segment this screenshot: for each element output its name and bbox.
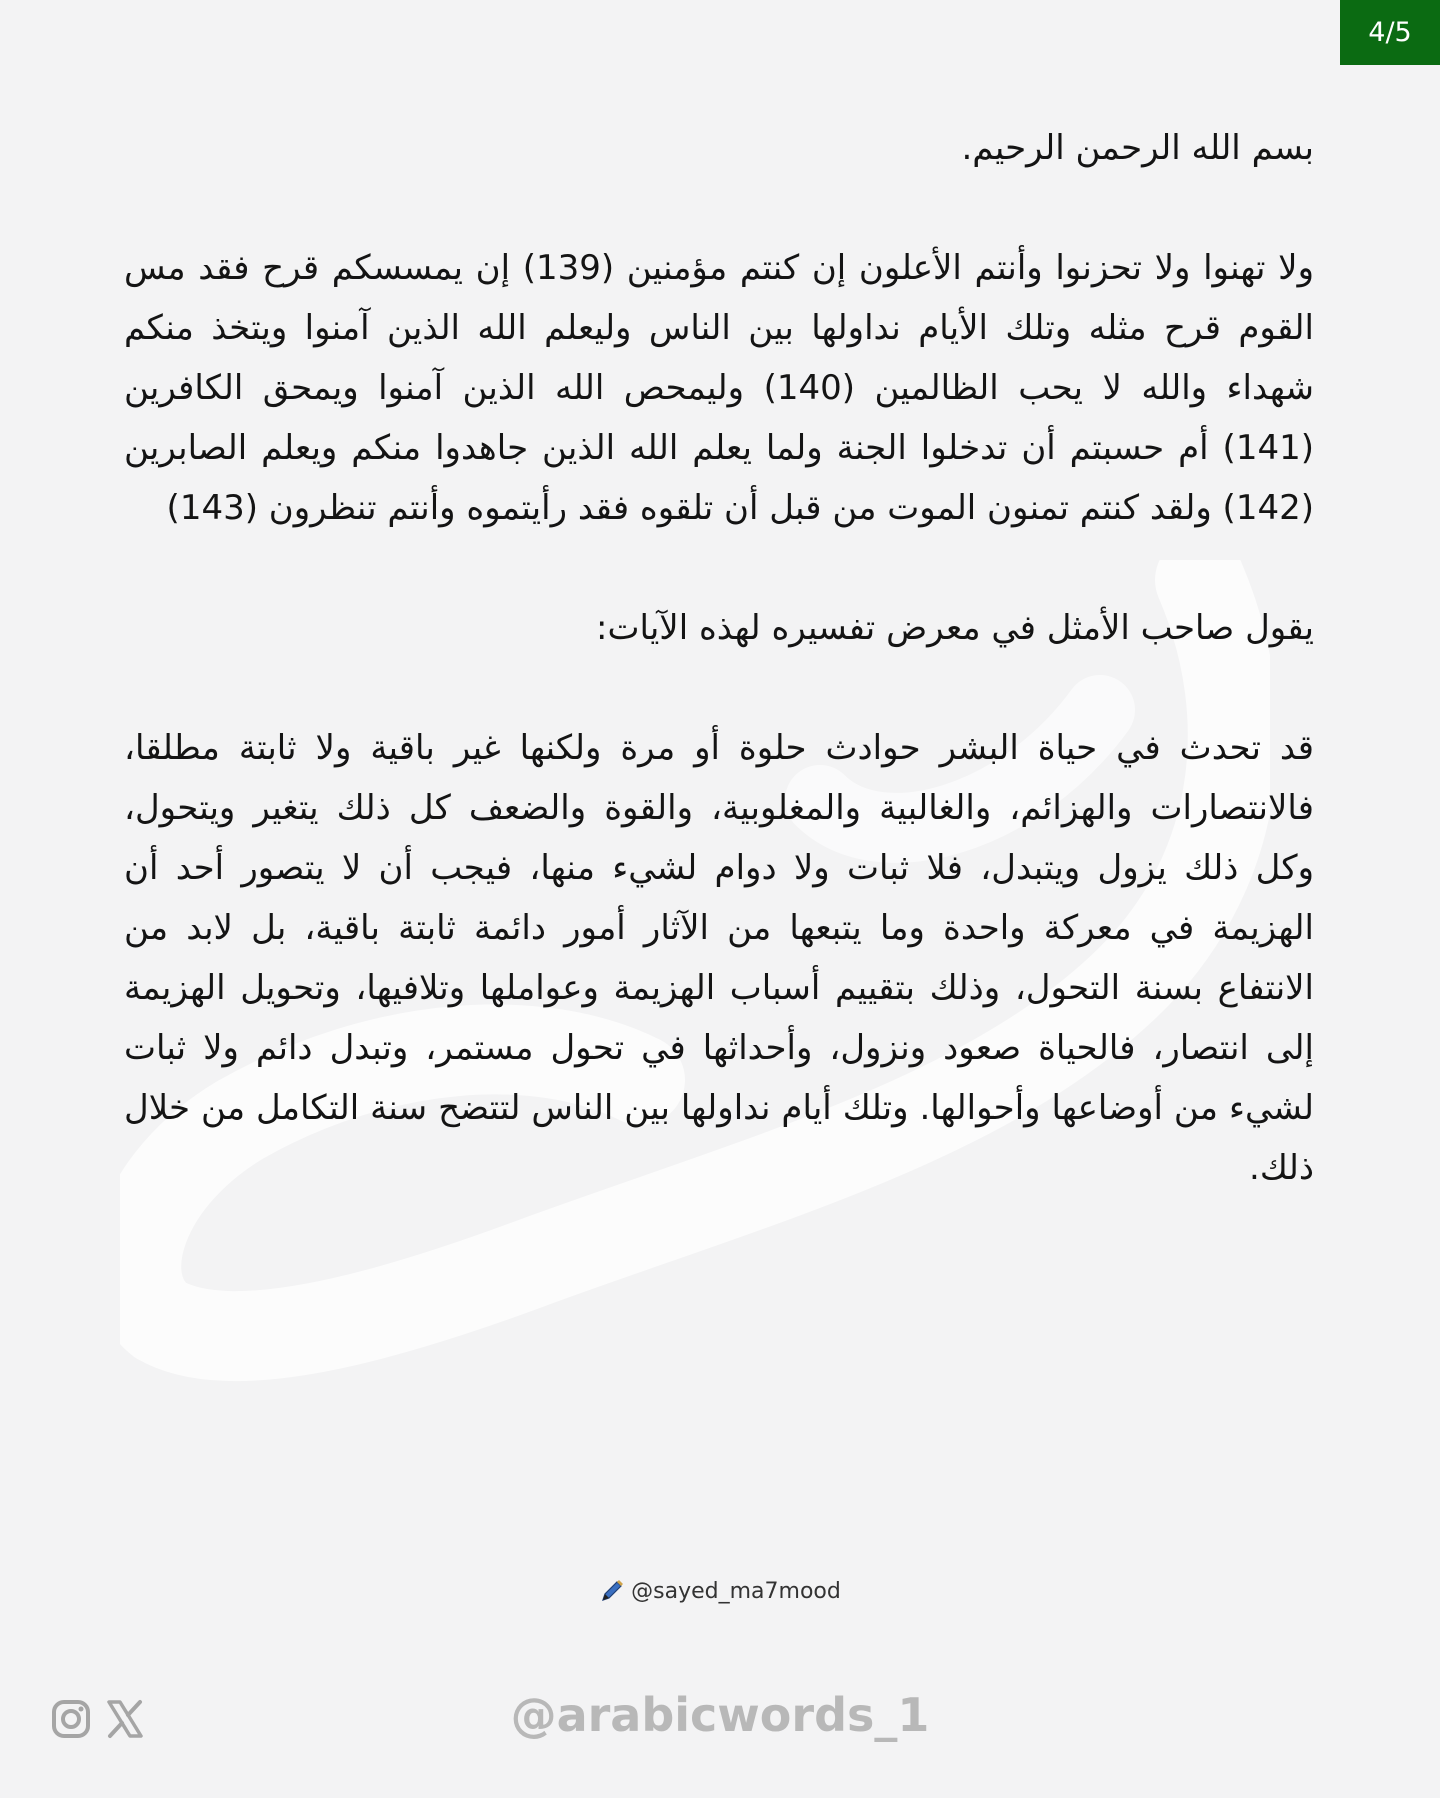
author-handle[interactable]: @sayed_ma7mood (631, 1578, 841, 1604)
pen-icon (599, 1578, 625, 1604)
page-indicator-badge: 4/5 (1340, 0, 1440, 65)
author-credit (0, 1578, 1440, 1604)
document-body (124, 118, 1314, 1198)
basmala-paragraph: بسم الله الرحمن الرحيم. (961, 128, 1314, 168)
footer-handle[interactable]: @arabicwords_1 (510, 1688, 930, 1742)
verses-paragraph: ولا تهنوا ولا تحزنوا وأنتم الأعلون إن كنتم مؤمنين (139) إن يمسسكم قرح فقد مس القوم قرح مثله وتلك الأيام نداولها بين الناس وليعلم الله الذين آمنوا ويتخذ منكم شهداء والله لا يحب الظالمين (140) وليمحص الله الذين آمنوا ويمحق الكافرين (141) أم حسبتم أن تدخلوا الجنة ولما يعلم الله الذين جاهدوا منكم ويعلم الصابرين (142) ولقد كنتم تمنون الموت من قبل أن تلقوه فقد رأيتموه وأنتم تنظرون (143) (124, 248, 1314, 528)
commentary-intro-paragraph: يقول صاحب الأمثل في معرض تفسيره لهذه الآيات: (596, 608, 1314, 648)
commentary-paragraph: قد تحدث في حياة البشر حوادث حلوة أو مرة ولكنها غير باقية ولا ثابتة مطلقا، فالانتصارات والهزائم، والغالبية والمغلوبية، والقوة والضعف كل ذلك يتغير ويتحول، وكل ذلك يزول ويتبدل، فلا ثبات ولا دوام لشيء منها، فيجب أن لا يتصور أحد أن الهزيمة في معركة واحدة وما يتبعها من الآثار أمور دائمة ثابتة باقية، بل لابد من الانتفاع بسنة التحول، وذلك بتقييم أسباب الهزيمة وعواملها وتلافيها، وتحويل الهزيمة إلى انتصار، فالحياة صعود ونزول، وأحداثها في تحول مستمر، وتبدل دائم ولا ثبات لشيء من أوضاعها وأحوالها. وتلك أيام نداولها بين الناس لتتضح سنة التكامل من خلال ذلك. (124, 728, 1314, 1188)
